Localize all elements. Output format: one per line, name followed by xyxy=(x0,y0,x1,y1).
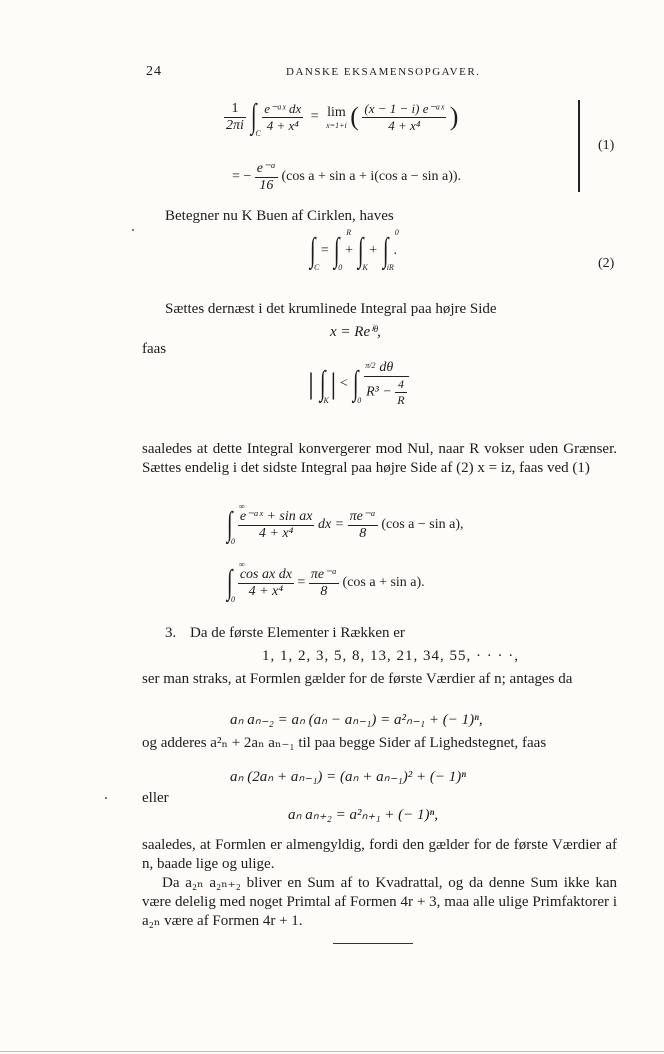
fibonacci-sequence: 1, 1, 2, 3, 5, 8, 13, 21, 34, 55, · · · ·, xyxy=(262,648,519,664)
section-3-text-3: eller xyxy=(142,790,169,806)
equation-c: aₙ aₙ₊₂ = a²ₙ₊₁ + (− 1)ⁿ, xyxy=(288,807,439,823)
line2-denominator: 16 xyxy=(259,178,274,193)
integrand-numerator: e⁻ᵃˣ dx xyxy=(264,100,302,116)
right-brace xyxy=(578,100,580,192)
section-intro-text: Da de første Elementer i Rækken er xyxy=(190,625,405,641)
section-3-text-5: Da a₂ₙ a₂ₙ₊₂ bliver en Sum af to Kvadrattal, og da denne Sum ikke kan være delelig med noget Primtal af Formen 4r + 3, maa alle ulige Primfaktorer i a₂ₙ være af Formen 4r + 1. xyxy=(142,875,617,929)
equation-2: ∫ C = ∫ R 0 + ∫ K + ∫ 0 iR . xyxy=(309,228,399,272)
result-2: ∫ ∞ 0 $\frac{\text{cos ax dx}}{\text{4 + x⁴}}$ = $\frac{\text{πe⁻ᵃ}}{8}$ (cos a + sin a). xyxy=(226,560,425,604)
substitution: x = Reⁱᶿ, xyxy=(330,324,381,340)
equation-a: aₙ aₙ₋₂ = aₙ (aₙ − aₙ₋₁) = a²ₙ₋₁ + (− 1)ⁿ, xyxy=(230,712,483,728)
section-number: 3. xyxy=(165,625,177,641)
line2-rest: (cos a + sin a + i(cos a − sin a)). xyxy=(281,169,462,185)
margin-mark xyxy=(105,797,107,799)
limit-operator xyxy=(326,105,347,130)
integral-sign: ∫ C xyxy=(251,98,261,138)
integrand-denominator: 4 + x⁴ xyxy=(266,117,299,133)
equation-1-line-1: $\frac{1}{2\pi i}$ ∫ C $\frac{\text{e⁻ᵃˣ dx}}{\text{4 + x⁴}}$ = lim x=1+i ( $\frac{\text{(x − 1 − i) e⁻ᵃˣ}}{\text{4 + x⁴}}$ ) xyxy=(226,98,459,138)
equation-1-line-2: = − $\frac{\text{e⁻ᵃ}}{16}$ (cos a + sin a + i(cos a − sin a)). xyxy=(232,161,462,193)
equation-number-1: (1) xyxy=(598,138,615,153)
limit-denominator: 4 + x⁴ xyxy=(388,117,421,133)
coefficient-fraction xyxy=(224,101,246,134)
margin-mark xyxy=(132,229,134,231)
integral-lower-limit: C xyxy=(255,129,261,138)
inequality-numerator: dθ xyxy=(364,360,409,377)
section-3-text-4: saaledes, at Formlen er almengyldig, fordi den gælder for de første Værdier af n, baade lige og ulige. xyxy=(142,837,617,872)
lim-word: lim xyxy=(327,104,346,120)
line2-fraction xyxy=(255,160,278,194)
equation-b: aₙ (2aₙ + aₙ₋₁) = (aₙ + aₙ₋₁)² + (− 1)ⁿ xyxy=(230,769,466,785)
paragraph-2: Sættes dernæst i det krumlinede Integral paa højre Side xyxy=(165,301,497,317)
page-edge xyxy=(0,1051,664,1052)
limit-numerator: (x − 1 − i) e⁻ᵃˣ xyxy=(364,100,445,116)
paragraph-4: saaledes at dette Integral konvergerer mod Nul, naar R vokser uden Grænser. Sættes endelig i det sidste Integral paa højre Side af (2) x = iz, faas ved (1) xyxy=(142,441,617,476)
section-3-text-2: og adderes a²ₙ + 2aₙ aₙ₋₁ til paa begge Sider af Lighedstegnet, faas xyxy=(142,735,547,751)
closing-rule xyxy=(333,943,413,944)
inequality-denominator: R³ − $\frac{4}{R}$ xyxy=(366,377,405,407)
integrand-fraction xyxy=(262,101,303,134)
paragraph-1: Betegner nu K Buen af Cirklen, haves xyxy=(165,208,394,224)
limit-fraction xyxy=(362,101,446,134)
page-number: 24 xyxy=(146,64,162,79)
coef-denominator: 2πi xyxy=(226,117,244,133)
section-3-intro xyxy=(165,624,615,643)
equation-number-2: (2) xyxy=(598,256,615,271)
section-3-text-1: ser man straks, at Formlen gælder for de første Værdier af n; antages da xyxy=(142,671,573,687)
result-1: ∫ ∞ 0 $\frac{\text{e⁻ᵃˣ + sin ax}}{\text{4 + x⁴}}$ dx = $\frac{\text{πe⁻ᵃ}}{8}$ (cos a − sin a), xyxy=(226,502,464,546)
coef-numerator: 1 xyxy=(224,101,246,118)
inequality: | ∫ K | < ∫ π/2 0 dθ R³ − $\frac{4}{R}$ xyxy=(308,360,409,408)
line2-numerator: e⁻ᵃ xyxy=(256,161,276,176)
running-title: DANSKE EKSAMENSOPGAVER. xyxy=(286,66,481,78)
paragraph-3: faas xyxy=(142,341,167,357)
lim-subscript: x=1+i xyxy=(326,120,347,130)
